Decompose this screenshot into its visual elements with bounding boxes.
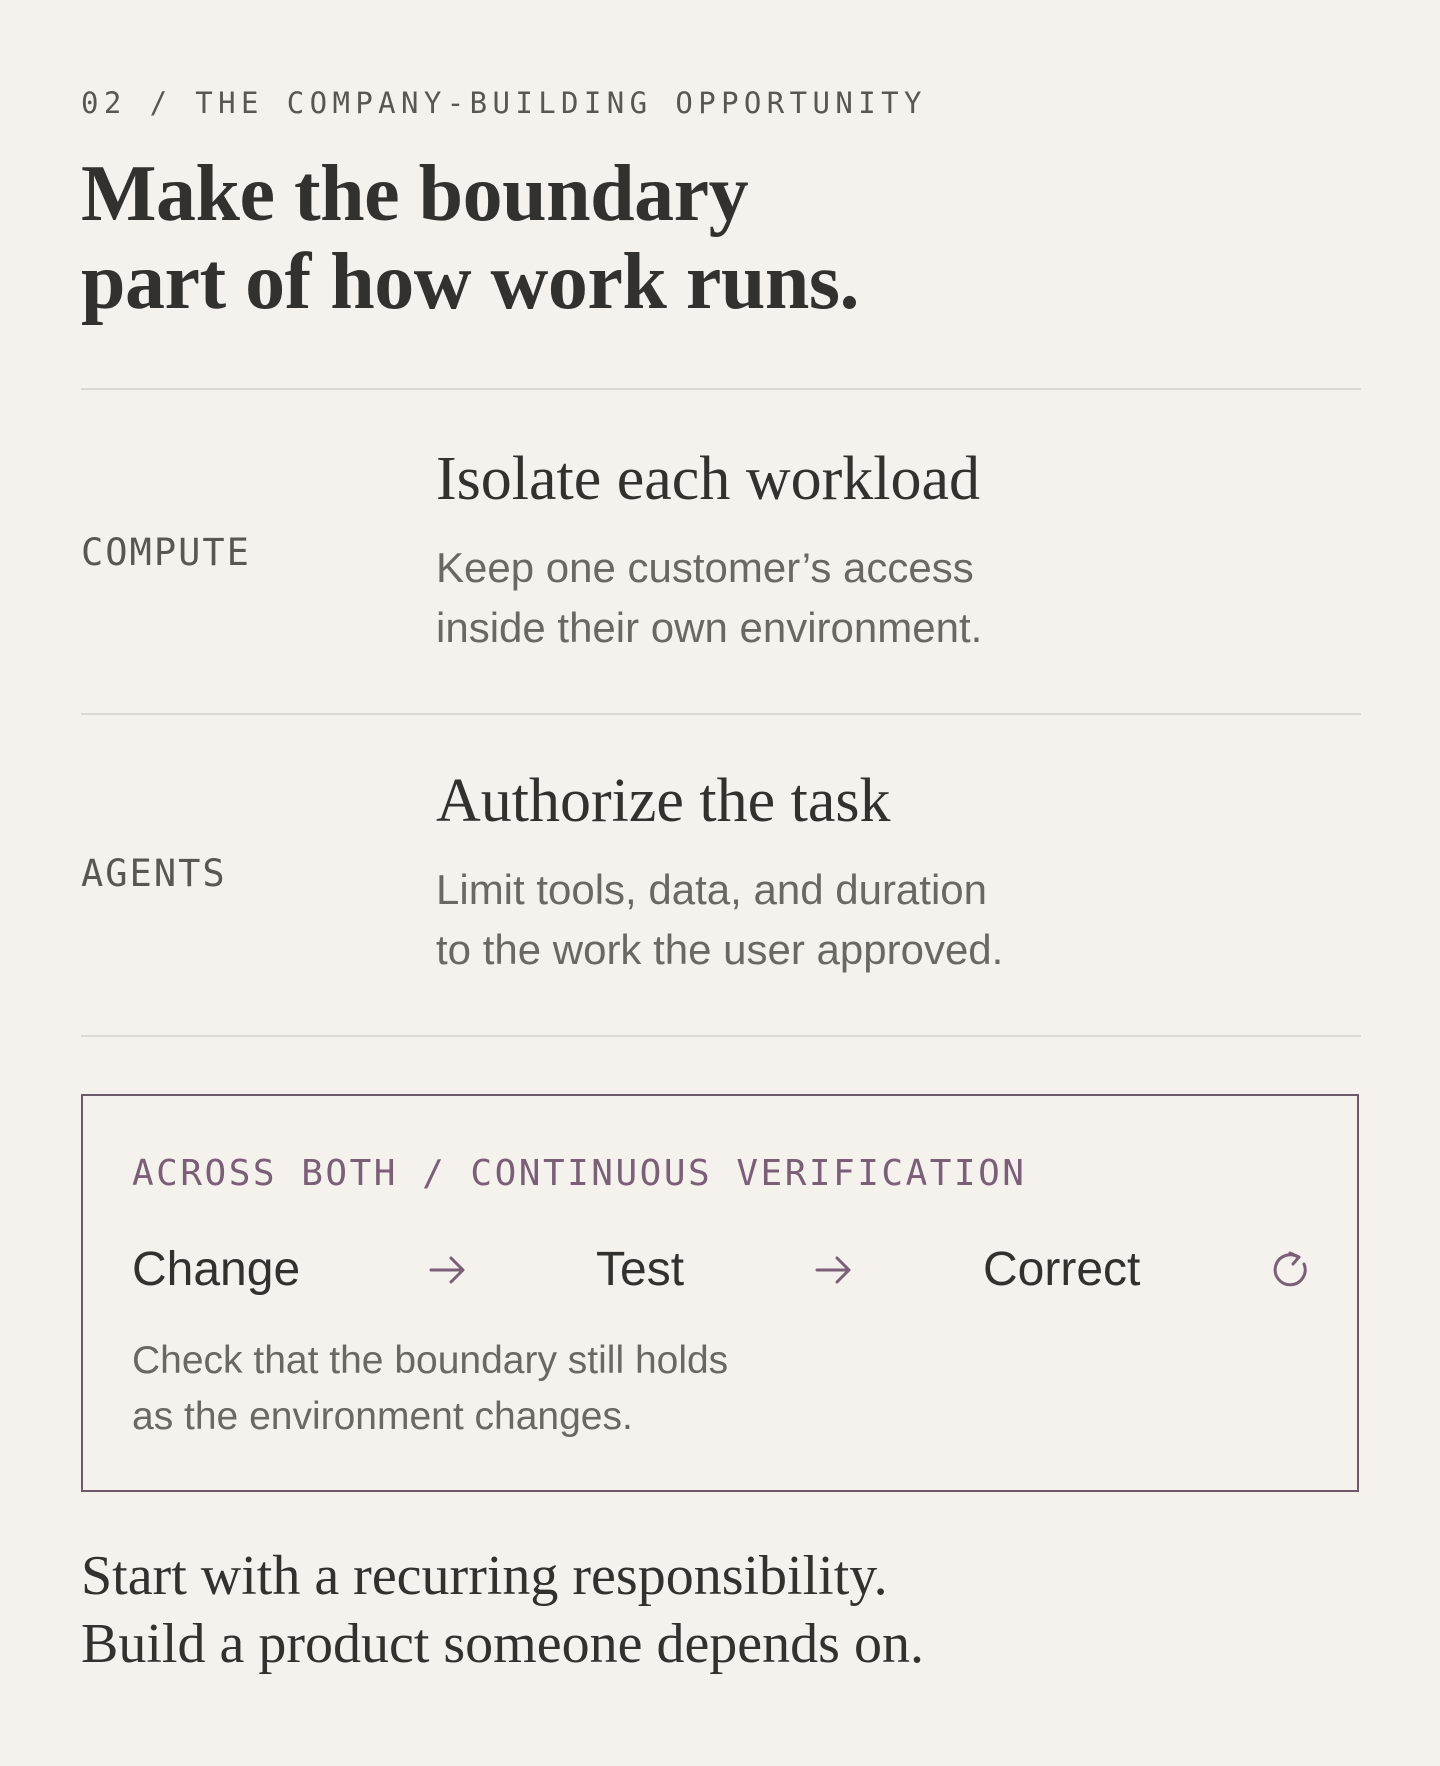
section-eyebrow: 02 / THE COMPANY-BUILDING OPPORTUNITY [81, 86, 927, 120]
closing-statement [81, 1542, 924, 1678]
step-correct: Correct [983, 1243, 1141, 1296]
divider [81, 1035, 1361, 1037]
divider [81, 713, 1361, 715]
row-title-compute: Isolate each workload [436, 445, 980, 513]
verification-eyebrow: ACROSS BOTH / CONTINUOUS VERIFICATION [132, 1153, 1027, 1194]
description-line: Check that the boundary still holds [132, 1339, 729, 1382]
headline-line: Make the boundary [81, 150, 749, 238]
arrow-right-icon [814, 1252, 854, 1288]
closing-line: Build a product someone depends on. [81, 1613, 924, 1675]
description-line: Limit tools, data, and duration [436, 866, 988, 913]
divider [81, 388, 1361, 390]
verification-description [132, 1333, 728, 1445]
description-line: inside their own environment. [436, 604, 983, 651]
closing-line: Start with a recurring responsibility. [81, 1545, 888, 1607]
row-description-agents [436, 860, 1003, 980]
description-line: as the environment changes. [132, 1395, 633, 1438]
row-description-compute [436, 538, 982, 658]
headline-line: part of how work runs. [81, 238, 859, 326]
arrow-right-icon [428, 1252, 468, 1288]
step-change: Change [132, 1243, 301, 1296]
step-test: Test [596, 1243, 685, 1296]
description-line: to the work the user approved. [436, 926, 1004, 973]
row-label-compute: COMPUTE [81, 531, 251, 574]
description-line: Keep one customer’s access [436, 544, 974, 591]
row-title-agents: Authorize the task [436, 767, 891, 835]
page-headline [81, 150, 859, 326]
refresh-cycle-icon [1268, 1248, 1312, 1292]
row-label-agents: AGENTS [81, 852, 227, 895]
verification-card [81, 1094, 1359, 1492]
